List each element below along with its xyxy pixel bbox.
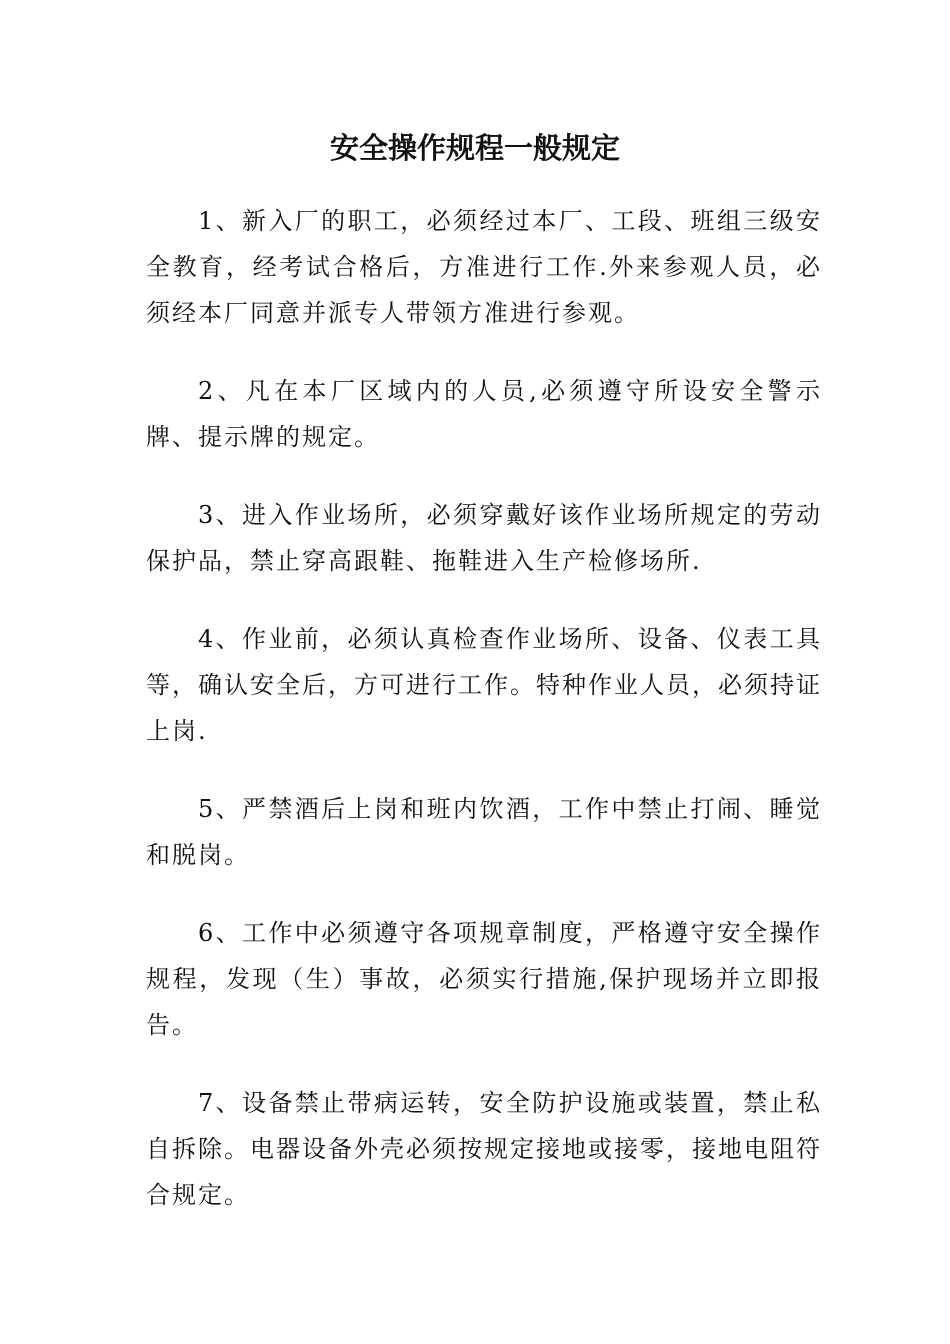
rule-paragraph-1: 1、新入厂的职工，必须经过本厂、工段、班组三级安全教育，经考试合格后，方准进行工作.外来参观人员，必须经本厂同意并派专人带领方准进行参观。 — [146, 207, 822, 327]
rule-paragraph-2: 2、凡在本厂区域内的人员,必须遵守所设安全警示牌、提示牌的规定。 — [146, 377, 822, 451]
rule-paragraph-5: 5、严禁酒后上岗和班内饮酒，工作中禁止打闹、睡觉和脱岗。 — [146, 795, 822, 869]
page-title: 安全操作规程一般规定 — [329, 131, 620, 165]
rule-paragraph-7: 7、设备禁止带病运转，安全防护设施或装置，禁止私自拆除。电器设备外壳必须按规定接地或接零，接地电阻符合规定。 — [146, 1089, 822, 1209]
rule-paragraph-3: 3、进入作业场所，必须穿戴好该作业场所规定的劳动保护品，禁止穿高跟鞋、拖鞋进入生产检修场所. — [146, 501, 822, 575]
rule-paragraph-4: 4、作业前，必须认真检查作业场所、设备、仪表工具等，确认安全后，方可进行工作。特种作业人员，必须持证上岗. — [146, 625, 822, 745]
rule-paragraph-6: 6、工作中必须遵守各项规章制度，严格遵守安全操作规程，发现（生）事故，必须实行措施,保护现场并立即报告。 — [146, 919, 822, 1039]
document-body — [146, 198, 822, 1250]
